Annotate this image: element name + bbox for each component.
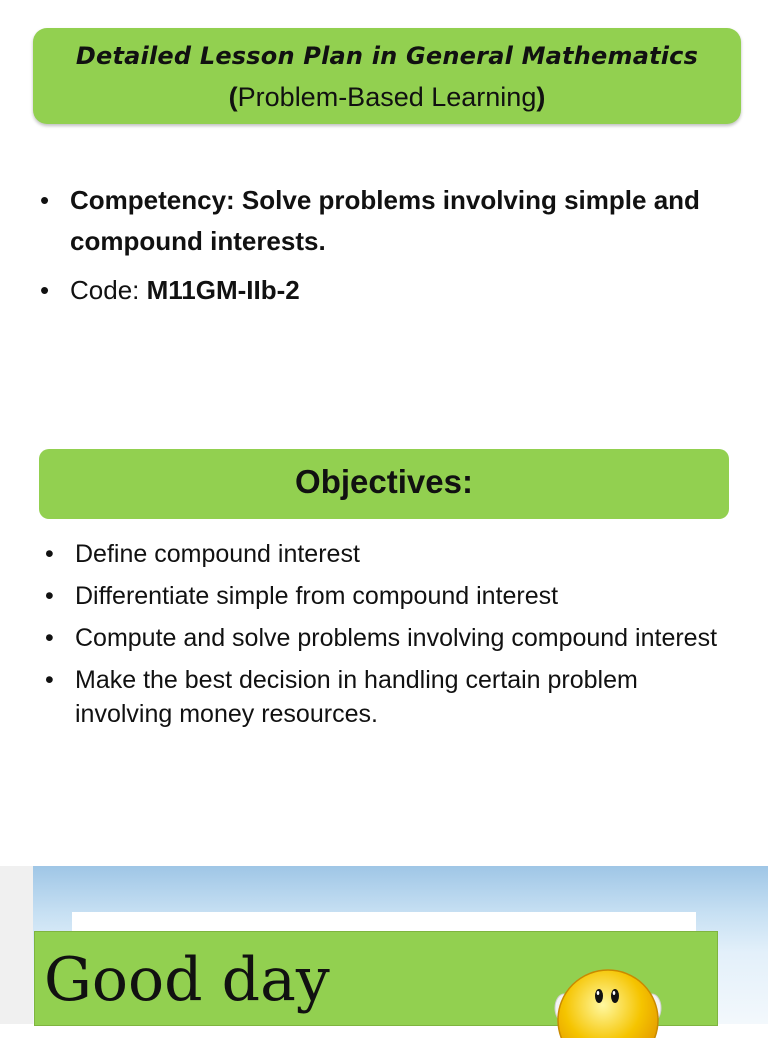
objective-item [45, 621, 735, 655]
objective-item [45, 537, 735, 571]
objectives-list [45, 537, 735, 739]
competency-item [40, 180, 740, 262]
code-item [40, 270, 740, 311]
eye-left [595, 989, 603, 1003]
objective-text: Differentiate simple from compound interest [75, 582, 559, 610]
eye-right [611, 989, 619, 1003]
smiley-face-icon [552, 968, 664, 1038]
greeting-text: Good day [44, 945, 330, 1015]
subtitle-text: Problem-Based Learning [237, 82, 537, 112]
bullet-icon: • [45, 666, 54, 694]
lesson-plan-title: Detailed Lesson Plan in General Mathematics [75, 42, 699, 70]
code-value: M11GM-IIb-2 [146, 275, 300, 305]
subtitle-open-paren: ( [228, 82, 238, 112]
subtitle-close-paren: ) [536, 82, 546, 112]
objective-item [45, 579, 735, 613]
smiley-head [558, 970, 658, 1038]
competency-text: Competency: Solve problems involving simple and compound interests. [70, 185, 700, 256]
competency-list [40, 180, 740, 319]
bullet-icon: • [40, 185, 50, 215]
objective-text: Compute and solve problems involving compound interest [75, 624, 718, 652]
bullet-icon: • [40, 275, 50, 305]
objective-text: Make the best decision in handling certain problem involving money resources. [75, 666, 638, 728]
objective-text: Define compound interest [75, 540, 360, 568]
bullet-icon: • [45, 540, 54, 568]
bullet-icon: • [45, 624, 54, 652]
lesson-plan-subtitle [33, 82, 741, 113]
objectives-banner [39, 449, 729, 519]
objective-item [45, 663, 735, 731]
bullet-icon: • [45, 582, 54, 610]
title-banner [33, 28, 741, 124]
objectives-heading: Objectives: [295, 463, 473, 500]
code-prefix: Code: [70, 275, 147, 305]
